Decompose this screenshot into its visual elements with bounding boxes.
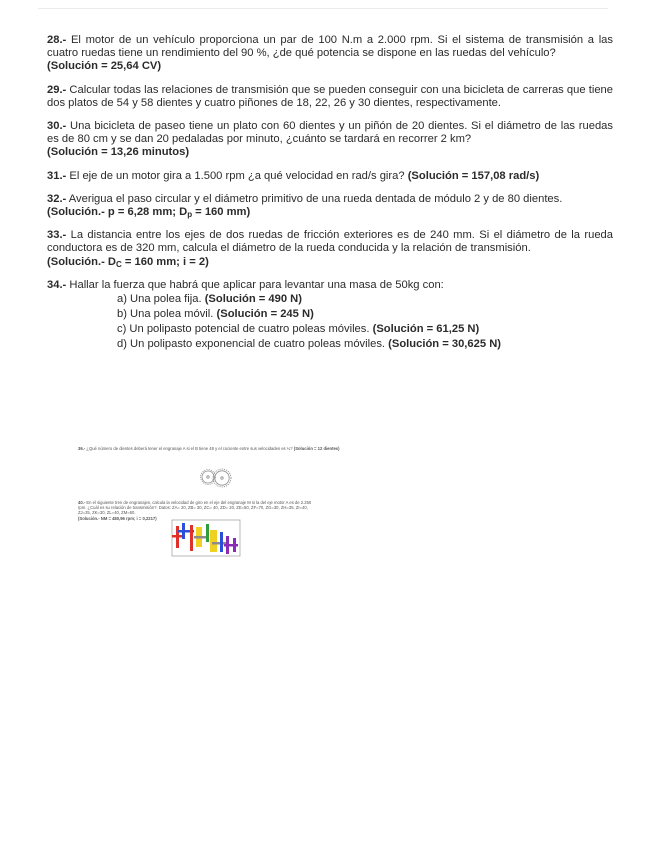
problem-number: 29.- — [47, 83, 67, 96]
problem-text: El eje de un motor gira a 1.500 rpm ¿a qué velocidad en rad/s gira? — [66, 169, 408, 182]
problem-number: 28.- — [47, 34, 67, 46]
problem-number: 34.- — [47, 278, 67, 291]
problem-29 — [47, 84, 613, 110]
problem-text: La distancia entre los ejes de dos ruedas de fricción exteriores es de 240 mm. Si el diámetro de la rueda conductora es de 320 mm, calcula el diámetro de la rueda conducida y la relación de transmisión. — [47, 229, 613, 255]
embedded-thumbnail — [78, 446, 378, 521]
problem-28 — [47, 34, 613, 74]
problem-sheet — [47, 34, 613, 352]
sub-question: b) Una polea móvil. (Solución = 245 N) — [117, 308, 314, 321]
problem-text: Una bicicleta de paseo tiene un plato con 60 dientes y un piñón de 20 dientes. Si el diámetro de las ruedas es de 80 cm y se dan 20 pedaladas por minuto, ¿cuánto se tardará en recorrer 2 km? — [47, 120, 613, 146]
problem-number: 31.- — [47, 169, 67, 182]
gear-train-diagram — [170, 518, 242, 558]
page-top-divider — [38, 8, 608, 9]
problem-solution: (Solución = 25,64 CV) — [47, 60, 162, 73]
problem-34 — [47, 279, 613, 352]
problem-solution: (Solución.- p = 6,28 mm; $D_p = 160$ mm) — [47, 206, 251, 220]
problem-number: 33.- — [47, 229, 67, 242]
thumbnail-problem-36: 36.- ¿Qué número de dientes deberá tener el engranaje A si el B tiene 48 y el cociente entre sus velocidades es ¼? (Solución = 12 dientes) — [78, 446, 340, 451]
problem-33 — [47, 229, 613, 269]
sub-question: a) Una polea fija. (Solución = 490 N) — [117, 293, 302, 306]
problem-number: 32.- — [47, 192, 67, 205]
sub-question: d) Un polipasto exponencial de cuatro poleas móviles. (Solución = 30,625 N) — [117, 338, 501, 351]
problem-text: Hallar la fuerza que habrá que aplicar para levantar una masa de 50kg con: — [66, 278, 444, 291]
problem-text: Averigua el paso circular y el diámetro primitivo de una rueda dentada de módulo 2 y de 80 dientes. — [66, 192, 563, 205]
sub-question-list — [47, 292, 613, 352]
problem-30 — [47, 120, 613, 160]
problem-solution: (Solución = 157,08 rad/s) — [407, 169, 540, 182]
problem-solution: (Solución = 13,26 minutos) — [47, 146, 190, 159]
problem-32 — [47, 193, 613, 219]
problem-text: Calcular todas las relaciones de transmisión que se pueden conseguir con una bicicleta de carreras que tiene dos platos de 54 y 58 dientes y cuatro piñones de 18, 22, 26 y 30 dientes, respectivamente. — [47, 83, 613, 109]
problem-text: El motor de un vehículo proporciona un par de 100 N.m a 2.000 rpm. Si el sistema de transmisión a las cuatro ruedas tiene un rendimiento del 90 %, ¿de qué potencia se dispone en las ruedas del vehículo? — [47, 34, 613, 60]
problem-number: 30.- — [47, 120, 67, 133]
sub-question: c) Un polipasto potencial de cuatro poleas móviles. (Solución = 61,25 N) — [117, 323, 480, 336]
problem-31 — [47, 170, 613, 183]
thumbnail-problem-40: 40.- En el siguiente tren de engranajes, calcula la velocidad de giro en el eje del engranaje M si la del eje motor A es de 2.250 rpm. ¿Cuál es su relación de transmisión?. Datos: ZA= 20, ZB= 30, ZC= 40, ZD= 20, ZE=50, ZF=70, ZG=30, ZH=35, ZI=40, ZJ=25, ZK=30, ZL=40, ZM=60. (Solución.- NM = 480,96 rpm; i = 0,2217) — [78, 500, 312, 521]
problem-solution: (Solución.- $D_C = 160$ mm; i = 2) — [47, 255, 209, 269]
gear-pair-icon — [196, 464, 236, 492]
